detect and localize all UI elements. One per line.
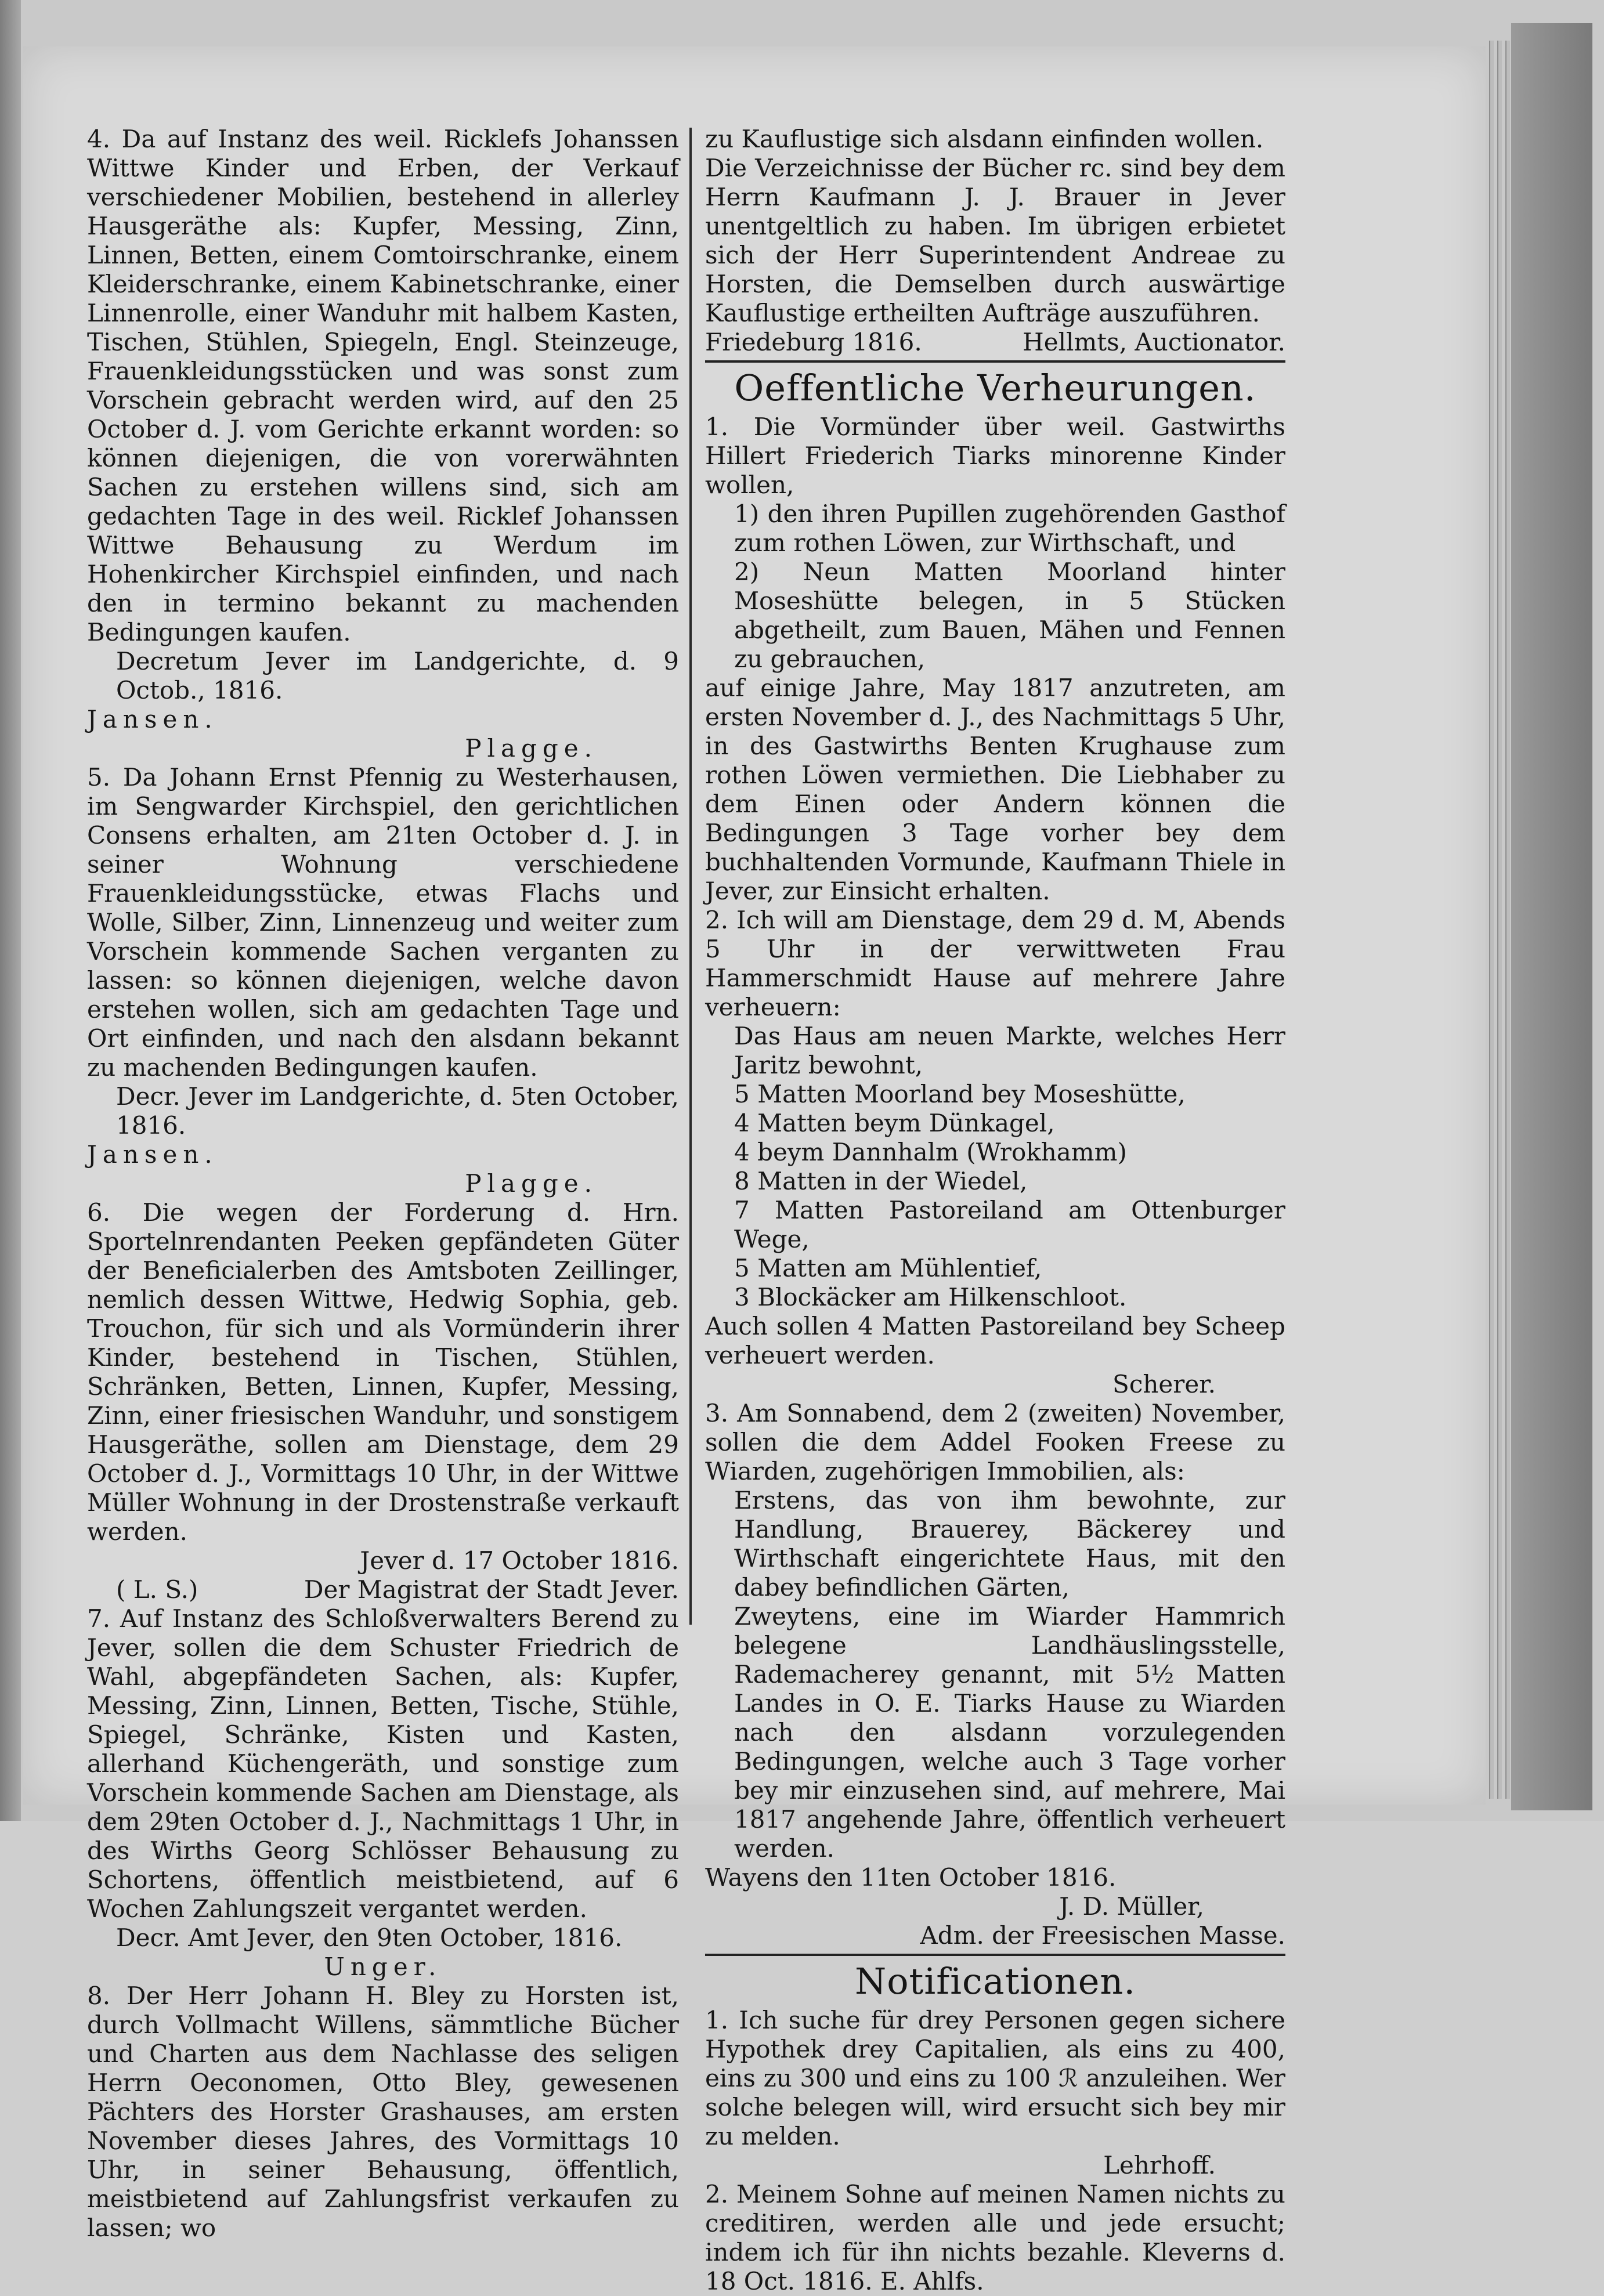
page-edge [1497, 41, 1502, 1799]
notice-7: 7. Auf Instanz des Schloßverwalters Berend zu Jever, sollen die dem Schuster Friedrich de Wahl, abgepfändeten Sachen, als: Kupfer, Messing, Zinn, Linnen, Betten, Tische, Stühle, Spiegel, Schränke, Kisten und Kasten, allerhand Küchengeräth, und sonstige zum Vorschein kommende Sachen am Dienstage, als dem 29ten October d. J., Nachmittags 1 Uhr, in des Wirths Georg Schlösser Behausung zu Schortens, öffentlich meistbietend, auf 6 Wochen Zahlungszeit vergantet werden. [87, 1604, 679, 1923]
rental-2-item: 5 Matten Moorland bey Moseshütte, [734, 1080, 1186, 1108]
rental-3-item-b: Zweytens, eine im Wiarder Hammrich belegene Landhäuslingsstelle, Rademacherey genannt, mit 5½ Matten Landes in O. E. Tiarks Hause zu Wiarden nach den alsdann vorzulegenden Bedingungen, welche auch 3 Tage vorher bey mir einzusehen sind, auf mehrere, Mai 1817 angehende Jahre, öffentlich verheuert werden. [734, 1602, 1285, 1863]
notice-5-decr: Decr. Jever im Landgerichte, d. 5ten October, 1816. [116, 1082, 679, 1140]
left-column [87, 125, 679, 2243]
book-cover-edge [1511, 23, 1592, 1810]
rental-2-item: 4 Matten beym Dünkagel, [734, 1109, 1055, 1137]
notice-6-place: Jever d. 17 October 1816. [360, 1546, 679, 1575]
rental-2-item: 3 Blockäcker am Hilkenschloot. [734, 1283, 1127, 1311]
seal-mark: ( L. S.) [116, 1575, 198, 1604]
notice-5-signature-2: Plagge. [465, 1169, 598, 1198]
column-divider [689, 128, 692, 1625]
notice-6: 6. Die wegen der Forderung d. Hrn. Sportelnrendanten Peeken gepfändeten Güter der Beneficialerben des Amtsboten Zeillinger, nemlich dessen Wittwe, Hedwig Sophia, geb. Trouchon, für sich und als Vormünderin ihrer Kinder, bestehend in Tischen, Stühlen, Schränken, Betten, Linnen, Kupfer, Messing, Zinn, einer friesischen Wanduhr, und sonstigem Hausgeräthe, sollen am Dienstage, dem 29 October d. J., Vormittags 10 Uhr, in der Wittwe Müller Wohnung in der Drostenstraße verkauft werden. [87, 1198, 679, 1546]
section-heading-rentals: Oeffentliche Verheurungen. [734, 367, 1256, 409]
rental-1-item-b: 2) Neun Matten Moorland hinter Moseshütte belegen, in 5 Stücken abgetheilt, zum Bauen, Mähen und Fennen zu gebrauchen, [734, 558, 1285, 673]
notice-7-signature: Unger. [324, 1952, 442, 1981]
rental-2-text: Auch sollen 4 Matten Pastoreiland bey Scheep verheuert werden. [705, 1312, 1285, 1369]
rental-2-intro: 2. Ich will am Dienstage, dem 29 d. M, Abends 5 Uhr in der verwittweten Frau Hammerschmidt Hause auf mehrere Jahre verheuern: [705, 906, 1285, 1021]
notice-5-signature: Jansen. [87, 1140, 218, 1169]
notice-8-continued: zu Kauflustige sich alsdann einfinden wollen. [705, 125, 1264, 153]
rental-2-item: Das Haus am neuen Markte, welches Herr Jaritz bewohnt, [734, 1022, 1285, 1079]
notice-5: 5. Da Johann Ernst Pfennig zu Westerhausen, im Sengwarder Kirchspiel, den gerichtlichen Consens erhalten, am 21ten October d. J. in seiner Wohnung verschiedene Frauenkleidungsstücke, etwas Flachs und Wolle, Silber, Zinn, Linnenzeug und weiter zum Vorschein kommende Sachen verganten zu lassen: so können diejenigen, welche davon erstehen wollen, sich am gedachten Tage und Ort einfinden, und nach den alsdann bekannt zu machenden Bedingungen kaufen. [87, 763, 679, 1082]
rental-2-item: 5 Matten am Mühlentief, [734, 1254, 1042, 1282]
notice-8-continued-2: Die Verzeichnisse der Bücher rc. sind bey dem Herrn Kaufmann J. J. Brauer in Jever unentgeltlich zu haben. Im übrigen erbietet sich der Herr Superintendent Andreae zu Horsten, die Demselben durch auswärtige Kauflustige ertheilten Aufträge auszuführen. [705, 154, 1285, 327]
page-edge [1505, 41, 1510, 1799]
rental-1-text: auf einige Jahre, May 1817 anzutreten, am ersten November d. J., des Nachmittags 5 Uhr, in des Gastwirths Benten Krughause zum rothen Löwen vermiethen. Die Liebhaber zu dem Einen oder Andern können die Bedingungen 3 Tage vorher bey dem buchhaltenden Vormunde, Kaufmann Thiele in Jever, zur Einsicht erhalten. [705, 674, 1285, 905]
newspaper-page [23, 46, 1486, 2295]
rental-3-signature-2: Adm. der Freesischen Masse. [920, 1921, 1285, 1950]
notice-6-signature-row [87, 1575, 679, 1604]
section-heading-notifications: Notificationen. [854, 1960, 1136, 2002]
notice-8-signature: Hellmts, Auctionator. [1023, 328, 1285, 356]
right-column [705, 125, 1285, 2296]
section-rule [705, 1954, 1285, 1956]
notice-6-signature: Der Magistrat der Stadt Jever. [304, 1575, 679, 1604]
rental-2-item: 4 beym Dannhalm (Wrokhamm) [734, 1138, 1127, 1166]
rental-3-signature: J. D. Müller, [1059, 1892, 1204, 1921]
notice-7-decr: Decr. Amt Jever, den 9ten October, 1816. [116, 1923, 623, 1952]
notification-2: 2. Meinem Sohne auf meinen Namen nichts zu creditiren, werden alle und jede ersucht; indem ich für ihn nichts bezahle. Kleverns d. 18 Oct. 1816. E. Ahlfs. [705, 2180, 1285, 2295]
notice-8: 8. Der Herr Johann H. Bley zu Horsten ist, durch Vollmacht Willens, sämmtliche Bücher und Charten aus dem Nachlasse des seligen Herrn Oeconomen, Otto Bley, gewesenen Pächters des Horster Grashauses, am ersten November dieses Jahres, des Vormittags 10 Uhr, in seiner Behausung, öffentlich, meistbietend auf Zahlungsfrist verkaufen zu lassen; wo [87, 1982, 679, 2242]
page-edge [1489, 41, 1494, 1799]
rental-3-place: Wayens den 11ten October 1816. [705, 1863, 1117, 1892]
rental-2-item: 7 Matten Pastoreiland am Ottenburger Wege, [734, 1196, 1285, 1253]
rental-1-intro: 1. Die Vormünder über weil. Gastwirths Hillert Friederich Tiarks minorenne Kinder wollen, [705, 413, 1285, 499]
rental-2-signature: Scherer. [1112, 1370, 1216, 1398]
rental-1-item-a: 1) den ihren Pupillen zugehörenden Gasthof zum rothen Löwen, zur Wirthschaft, und [734, 500, 1285, 557]
rental-2-item: 8 Matten in der Wiedel, [734, 1167, 1028, 1195]
notice-4-signature: Jansen. [87, 705, 218, 733]
notice-8-signature-row [705, 328, 1285, 357]
notice-4-decretum: Decretum Jever im Landgerichte, d. 9 Octob., 1816. [116, 647, 679, 704]
notice-4-signature-2: Plagge. [465, 734, 598, 762]
notification-1-signature: Lehrhoff. [1103, 2151, 1216, 2179]
section-rule [705, 360, 1285, 363]
rental-3-intro: 3. Am Sonnabend, dem 2 (zweiten) November, sollen die dem Addel Fooken Freese zu Wiarden, zugehörigen Immobilien, als: [705, 1399, 1285, 1485]
book-binding [0, 0, 21, 1821]
rental-3-item-a: Erstens, das von ihm bewohnte, zur Handlung, Brauerey, Bäckerey und Wirthschaft eingerichtete Haus, mit den dabey befindlichen Gärten, [734, 1486, 1285, 1601]
notice-8-place: Friedeburg 1816. [705, 328, 922, 356]
notice-4: 4. Da auf Instanz des weil. Ricklefs Johanssen Wittwe Kinder und Erben, der Verkauf verschiedener Mobilien, bestehend in allerley Hausgeräthe als: Kupfer, Messing, Zinn, Linnen, Betten, einem Comtoirschranke, einem Kleiderschranke, einem Kabinetschranke, einer Linnenrolle, einer Wanduhr mit halbem Kasten, Tischen, Stühlen, Spiegeln, Engl. Steinzeuge, Frauenkleidungsstücken und was sonst zum Vorschein gebracht werden wird, auf den 25 October d. J. vom Gerichte erkannt worden: so können diejenigen, die von vorerwähnten Sachen zu erstehen willens sind, sich am gedachten Tage in des weil. Ricklef Johanssen Wittwe Behausung zu Werdum im Hohenkircher Kirchspiel einfinden, und nach den in termino bekannt zu machenden Bedingungen kaufen. [87, 125, 679, 646]
notification-1: 1. Ich suche für drey Personen gegen sichere Hypothek drey Capitalien, als eins zu 400, eins zu 300 und eins zu 100 ℛ anzuleihen. Wer solche belegen will, wird ersucht sich bey mir zu melden. [705, 2006, 1285, 2150]
